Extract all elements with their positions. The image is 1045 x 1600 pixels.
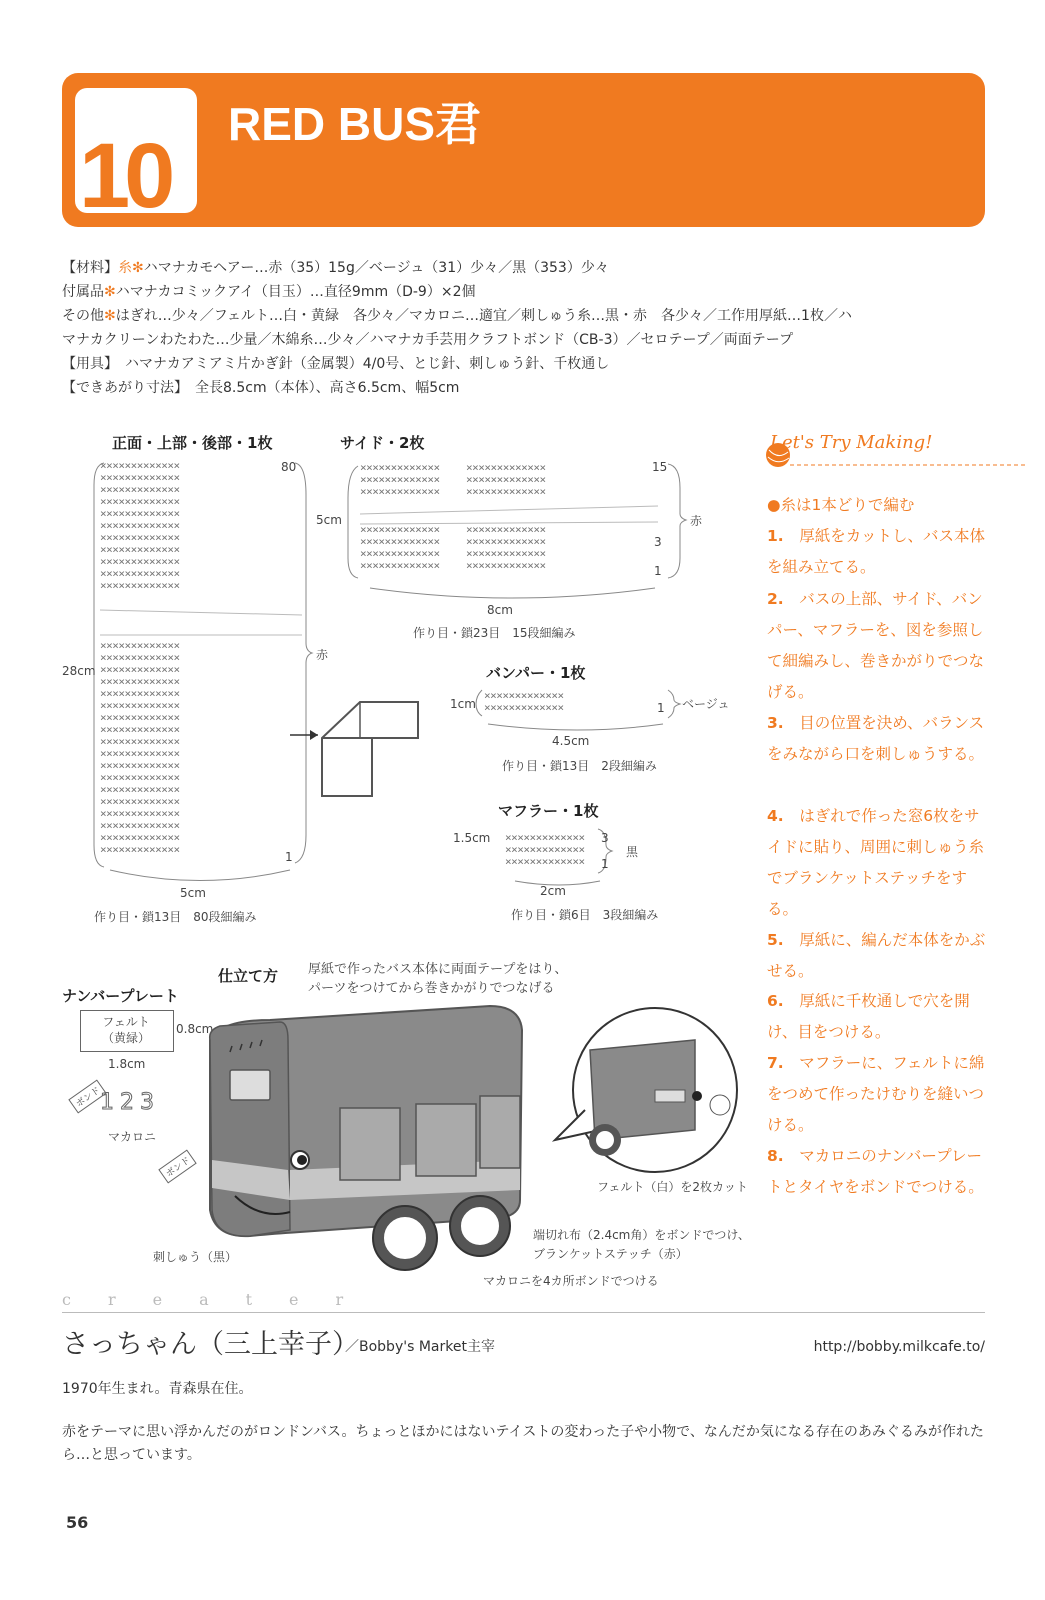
stitch-row: ××××××××××××× [466, 547, 546, 560]
stitch-row: ××××××××××××× [100, 795, 180, 808]
assembly-instruction-1: 厚紙で作ったバス本体に両面テープをはり、 [308, 962, 568, 977]
front-width: 5cm [180, 886, 206, 900]
materials-line-5 [62, 352, 609, 376]
stitch-row: ××××××××××××× [100, 507, 180, 520]
asterisk: ✻ [104, 284, 116, 300]
step-text: バスの上部、サイド、バンパー、マフラーを、図を参照して細編みし、巻きかがりでつなげる。 [767, 590, 985, 701]
plate-number-outline: 123 [100, 1090, 160, 1115]
creator-affiliation: ／Bobby's Market主宰 [345, 1339, 495, 1355]
stitch-row: ××××××××××××× [100, 471, 180, 484]
stitch-row: ××××××××××××× [100, 759, 180, 772]
bumper-stitch-rows [484, 690, 564, 714]
front-diagram-title: 正面・上部・後部・1枚 [112, 434, 273, 452]
accessories-value: ハマナカコミックアイ（目玉）…直径9mm（D-9）×2個 [115, 284, 476, 300]
side-row-15: 15 [652, 460, 668, 474]
stitch-row: ××××××××××××× [100, 747, 180, 760]
side-stitch-rows-bottom [360, 524, 440, 572]
stitch-row: ××××××××××××× [100, 567, 180, 580]
stitch-row: ××××××××××××× [100, 819, 180, 832]
step-text: マカロニのナンバープレートとタイヤをボンドでつける。 [767, 1147, 984, 1196]
stitch-row: ××××××××××××× [100, 807, 180, 820]
side-stitch-rows-top-2 [466, 462, 546, 498]
stitch-row: ××××××××××××× [100, 555, 180, 568]
step-text: 厚紙をカットし、バス本体を組み立てる。 [767, 527, 986, 576]
plate-width: 1.8cm [108, 1057, 146, 1071]
front-stitch-rows-bottom [100, 640, 180, 856]
step-text: はぎれで作った窓6枚をサイドに貼り、周囲に刺しゅう糸でブランケットステッチをする。 [767, 807, 985, 918]
plate-color: （黄緑） [101, 1031, 150, 1045]
stitch-row: ××××××××××××× [100, 519, 180, 532]
materials-line-4 [62, 328, 793, 352]
front-stitch-rows-top [100, 460, 180, 592]
tools-value: ハマナカアミアミ片かぎ針（金属製）4/0号、とじ針、刺しゅう針、千枚通し [111, 356, 610, 372]
side-row-1: 1 [654, 564, 662, 578]
muffler-width: 2cm [540, 884, 566, 898]
tools-label: 【用具】 [62, 356, 111, 372]
stitch-row: ××××××××××××× [466, 485, 546, 498]
muffler-stitch-rows [505, 832, 595, 868]
stitch-row: ××××××××××××× [360, 547, 440, 560]
stitch-row: ××××××××××××× [100, 735, 180, 748]
step-7 [767, 1048, 992, 1141]
materials-line-2 [62, 280, 475, 304]
side-height: 5cm [316, 513, 342, 527]
muffler-height: 1.5cm [453, 831, 491, 845]
step-number: 5. [767, 931, 784, 949]
patch-note-1: 端切れ布（2.4cm角）をボンドでつけ、 [533, 1228, 750, 1242]
materials-line-1 [62, 256, 609, 280]
muffler-color-note: 黒 [626, 845, 639, 859]
side-stitch-rows-top [360, 462, 440, 498]
stitch-row: ××××××××××××× [100, 831, 180, 844]
felt-cut-note: フェルト（白）を2枚カット [597, 1180, 748, 1194]
stitch-row: ××××××××××××× [100, 675, 180, 688]
materials-line-6 [62, 376, 459, 400]
step-text: 厚紙に、編んだ本体をかぶせる。 [767, 931, 986, 980]
stitch-row: ××××××××××××× [466, 559, 546, 572]
stitch-row: ××××××××××××× [466, 523, 546, 536]
macaroni-label: マカロニ [108, 1130, 157, 1144]
stitch-row: ××××××××××××× [360, 523, 440, 536]
accessories-label: 付属品 [62, 284, 104, 300]
muffler-diagram-title: マフラー・1枚 [498, 802, 599, 820]
other-value-cont: マナカクリーンわたわた…少量／木綿糸…少々／ハマナカ手芸用クラフトボンド（CB-3）／セロテープ／両面テープ [62, 332, 794, 348]
materials-value: ハマナカモヘアー…赤（35）15g／ベージュ（31）少々／黒（353）少々 [143, 260, 609, 276]
stitch-row: ××××××××××××× [100, 483, 180, 496]
box-shape-illustration [290, 690, 440, 805]
step-number: 7. [767, 1054, 784, 1072]
muffler-row-1: 1 [601, 857, 609, 871]
size-label: 【できあがり寸法】 [62, 380, 181, 396]
bumper-width: 4.5cm [552, 734, 590, 748]
page-title: RED BUS君 [228, 98, 482, 150]
plate-title: ナンバープレート [62, 987, 179, 1005]
stitch-row: ××××××××××××× [100, 531, 180, 544]
steps-intro: ●糸は1本どりで編む [767, 496, 915, 514]
side-row-3: 3 [654, 535, 662, 549]
page-number: 56 [66, 1513, 89, 1532]
stitch-row: ××××××××××××× [100, 771, 180, 784]
stitch-row: ××××××××××××× [505, 856, 585, 868]
bumper-diagram-title: バンパー・1枚 [486, 664, 586, 682]
plate-felt: フェルト [102, 1015, 150, 1029]
stitch-row: ××××××××××××× [100, 663, 180, 676]
size-value: 全長8.5cm（本体）、高さ6.5cm、幅5cm [181, 380, 460, 396]
other-label: その他 [62, 308, 104, 324]
step-number: 8. [767, 1147, 784, 1165]
embroidery-label: 刺しゅう（黒） [153, 1250, 238, 1264]
heading-dashes [790, 455, 1030, 475]
bumper-row-1: 1 [657, 701, 665, 715]
stitch-row: ××××××××××××× [466, 473, 546, 486]
bumper-color-note: ベージュ [682, 697, 730, 711]
creator-bio-1: 1970年生まれ。青森県在住。 [62, 1381, 253, 1397]
stitch-row: ××××××××××××× [100, 723, 180, 736]
bumper-caption: 作り目・鎖13目 2段細編み [502, 759, 657, 773]
stitch-row: ××××××××××××× [466, 535, 546, 548]
step-6 [767, 986, 992, 1048]
step-5 [767, 925, 992, 987]
side-caption: 作り目・鎖23目 15段細編み [413, 626, 576, 640]
side-width: 8cm [487, 603, 513, 617]
stitch-row: ××××××××××××× [360, 461, 440, 474]
stitch-row: ××××××××××××× [360, 535, 440, 548]
stitch-row: ××××××××××××× [100, 783, 180, 796]
front-row-bottom: 1 [285, 850, 293, 864]
bus-illustration [160, 1000, 580, 1290]
creator-label: creater [62, 1290, 381, 1309]
stitch-row: ××××××××××××× [466, 461, 546, 474]
materials-label: 【材料】 [62, 260, 118, 276]
muffler-caption: 作り目・鎖6目 3段細編み [511, 908, 659, 922]
stitch-row: ××××××××××××× [100, 495, 180, 508]
creator-name: さっちゃん（三上幸子） [62, 1329, 359, 1360]
other-value: はぎれ…少々／フェルト…白・黄緑 各少々／マカロニ…適宜／刺しゅう糸…黒・赤 各少々／工作用厚紙…1枚／ハ [115, 308, 852, 324]
macaroni-glue-note: マカロニを4カ所ボンドでつける [483, 1274, 659, 1288]
stitch-row: ××××××××××××× [100, 843, 180, 856]
front-row-top: 80 [281, 460, 297, 474]
stitch-row: ××××××××××××× [360, 559, 440, 572]
bond-tag: ボンド [158, 1149, 196, 1183]
step-1 [767, 521, 992, 583]
stitch-row: ××××××××××××× [505, 844, 585, 856]
stitch-row: ××××××××××××× [100, 711, 180, 724]
step-text: 目の位置を決め、バランスをみながら口を刺しゅうする。 [767, 714, 985, 763]
stitch-row: ××××××××××××× [484, 689, 564, 702]
step-text: マフラーに、フェルトに綿をつめて作ったけむりを縫いつける。 [767, 1054, 985, 1134]
assembly-title: 仕立て方 [218, 967, 279, 985]
creator-url[interactable]: http://bobby.milkcafe.to/ [813, 1339, 985, 1355]
stitch-row: ××××××××××××× [505, 832, 585, 844]
stitch-row: ××××××××××××× [100, 543, 180, 556]
step-3 [767, 708, 992, 770]
step-number: 3. [767, 714, 784, 732]
bumper-height: 1cm [450, 697, 476, 711]
muffler-row-3: 3 [601, 831, 609, 845]
steps-heading: Let's Try Making! [770, 432, 933, 453]
asterisk: ✻ [104, 308, 116, 324]
step-number: 2. [767, 590, 784, 608]
stitch-row: ××××××××××××× [100, 579, 180, 592]
step-8 [767, 1141, 992, 1203]
creator-bio-2: 赤をテーマに思い浮かんだのがロンドンバス。ちょっとほかにはないテイストの変わった子や小物で、なんだか気になる存在のあみぐるみが作れたら…と思っています。 [62, 1424, 984, 1463]
step-number: 4. [767, 807, 784, 825]
divider [62, 1312, 985, 1313]
step-2 [767, 584, 992, 708]
step-4 [767, 801, 992, 925]
stitch-row: ××××××××××××× [360, 473, 440, 486]
step-number: 1. [767, 527, 784, 545]
stitch-row: ××××××××××××× [100, 639, 180, 652]
side-diagram-title: サイド・2枚 [340, 434, 425, 452]
materials-line-3 [62, 304, 852, 328]
stitch-row: ××××××××××××× [484, 701, 564, 714]
patch-note-2: ブランケットステッチ（赤） [533, 1247, 688, 1261]
yarn-label: 糸✻ [118, 260, 144, 276]
front-caption: 作り目・鎖13目 80段細編み [94, 910, 257, 924]
front-height: 28cm [62, 664, 96, 678]
assembly-instruction-2: パーツをつけてから巻きかがりでつなげる [308, 981, 555, 996]
plate-height: 0.8cm [176, 1022, 214, 1036]
step-text: 厚紙に千枚通しで穴を開け、目をつける。 [767, 992, 970, 1041]
side-color-note: 赤 [690, 514, 703, 528]
pattern-number: 10 [79, 125, 170, 227]
detail-bubble [545, 1000, 745, 1190]
side-stitch-rows-bottom-2 [466, 524, 546, 572]
stitch-row: ××××××××××××× [100, 687, 180, 700]
step-number: 6. [767, 992, 784, 1010]
bond-tag: ボンド [68, 1079, 106, 1113]
stitch-row: ××××××××××××× [360, 485, 440, 498]
stitch-row: ××××××××××××× [100, 459, 180, 472]
front-color-note: 赤 [316, 648, 329, 662]
stitch-row: ××××××××××××× [100, 699, 180, 712]
stitch-row: ××××××××××××× [100, 651, 180, 664]
